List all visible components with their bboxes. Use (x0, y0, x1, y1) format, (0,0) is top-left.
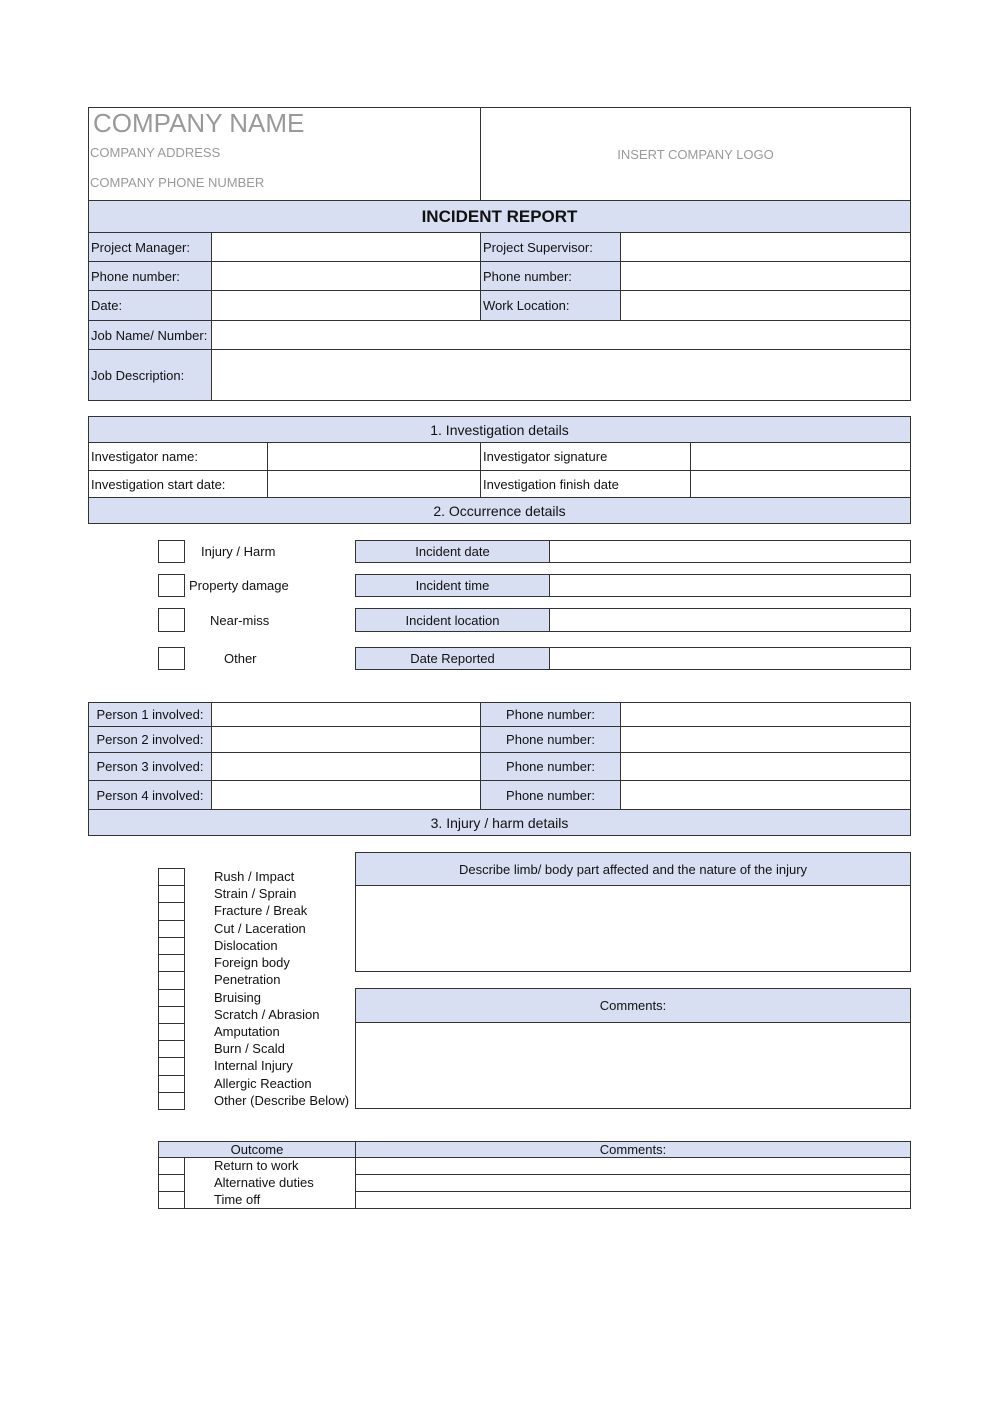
finish-date-label: Investigation finish date (480, 470, 691, 498)
injury-type-checkbox[interactable] (158, 937, 185, 956)
injury-type-label: Burn / Scald (214, 1041, 285, 1057)
occurrence-type-label: Near-miss (210, 613, 270, 628)
logo-box (480, 107, 911, 201)
work-location-field[interactable] (620, 290, 911, 321)
injury-type-checkbox[interactable] (158, 1023, 185, 1042)
logo-placeholder: INSERT COMPANY LOGO (617, 146, 774, 162)
job-name-field[interactable] (211, 320, 911, 350)
injury-type-checkbox[interactable] (158, 989, 185, 1008)
manager-phone-field[interactable] (211, 261, 481, 291)
start-date-label: Investigation start date: (88, 470, 268, 498)
other-checkbox[interactable] (158, 647, 185, 670)
work-location-label: Work Location: (480, 290, 621, 321)
person-phone-field[interactable] (620, 780, 911, 810)
outcome-label: Time off (214, 1192, 261, 1207)
injury-type-label: Fracture / Break (214, 903, 308, 919)
injury-type-checkbox[interactable] (158, 1040, 185, 1059)
person-phone-label: Phone number: (480, 780, 621, 810)
outcome-comments-header: Comments: (355, 1141, 911, 1158)
property-damage-checkbox[interactable] (158, 574, 185, 597)
project-supervisor-field[interactable] (620, 232, 911, 262)
injury-type-label: Scratch / Abrasion (214, 1006, 320, 1022)
injury-type-label: Penetration (214, 972, 281, 988)
person-phone-label: Phone number: (480, 752, 621, 781)
date-field[interactable] (211, 290, 481, 321)
incident-location-field[interactable] (549, 608, 911, 632)
person-phone-field[interactable] (620, 702, 911, 727)
injury-type-checkbox[interactable] (158, 954, 185, 973)
injury-type-checkbox[interactable] (158, 1092, 185, 1111)
injury-type-label: Foreign body (214, 955, 290, 971)
person-name-field[interactable] (211, 780, 481, 810)
outcome-label: Return to work (214, 1158, 299, 1173)
date-label: Date: (88, 290, 212, 321)
supervisor-phone-field[interactable] (620, 261, 911, 291)
start-date-field[interactable] (267, 470, 481, 498)
injury-type-label: Other (Describe Below) (214, 1092, 350, 1108)
incident-time-field[interactable] (549, 574, 911, 597)
investigator-signature-label: Investigator signature (480, 442, 691, 471)
injury-comments-field[interactable] (355, 1022, 911, 1109)
incident-time-label: Incident time (355, 574, 550, 597)
job-description-label: Job Description: (88, 349, 212, 401)
injury-type-label: Bruising (214, 989, 261, 1005)
injury-type-checkbox[interactable] (158, 1006, 185, 1025)
date-reported-label: Date Reported (355, 647, 550, 670)
project-supervisor-label: Project Supervisor: (480, 232, 621, 262)
describe-injury-label: Describe limb/ body part affected and the nature of the injury (355, 852, 911, 886)
finish-date-field[interactable] (690, 470, 911, 498)
job-name-label: Job Name/ Number: (88, 320, 212, 350)
occurrence-type-label: Injury / Harm (201, 544, 276, 559)
injury-type-checkbox[interactable] (158, 885, 185, 904)
incident-location-label: Incident location (355, 608, 550, 632)
outcome-comment-field[interactable] (355, 1174, 911, 1192)
injury-type-checkbox[interactable] (158, 902, 185, 921)
injury-type-checkbox[interactable] (158, 868, 185, 887)
page-title: INCIDENT REPORT (88, 200, 911, 233)
date-reported-field[interactable] (549, 647, 911, 670)
project-manager-field[interactable] (211, 232, 481, 262)
person-phone-label: Phone number: (480, 702, 621, 727)
injury-type-label: Cut / Laceration (214, 920, 306, 936)
near-miss-checkbox[interactable] (158, 608, 185, 632)
outcome-comment-field[interactable] (355, 1157, 911, 1175)
incident-date-label: Incident date (355, 540, 550, 563)
occurrence-type-label: Other (224, 651, 257, 666)
person-label: Person 2 involved: (88, 726, 212, 753)
injury-type-label: Rush / Impact (214, 869, 295, 884)
injury-header: 3. Injury / harm details (88, 809, 911, 836)
person-name-field[interactable] (211, 702, 481, 727)
injury-type-checkbox[interactable] (158, 920, 185, 939)
person-phone-field[interactable] (620, 726, 911, 753)
phone-label-2: Phone number: (480, 261, 621, 291)
person-label: Person 4 involved: (88, 780, 212, 810)
investigation-header: 1. Investigation details (88, 416, 911, 443)
injury-type-label: Amputation (214, 1023, 280, 1039)
injury-type-label: Dislocation (214, 937, 278, 953)
company-name: COMPANY NAME (93, 108, 305, 138)
phone-label-1: Phone number: (88, 261, 212, 291)
person-label: Person 1 involved: (88, 702, 212, 727)
outcome-comment-field[interactable] (355, 1191, 911, 1209)
person-name-field[interactable] (211, 726, 481, 753)
describe-injury-field[interactable] (355, 885, 911, 972)
injury-comments-label: Comments: (355, 988, 911, 1023)
injury-type-label: Allergic Reaction (214, 1075, 312, 1091)
incident-date-field[interactable] (549, 540, 911, 563)
injury-type-checkbox[interactable] (158, 1075, 185, 1094)
injury-harm-checkbox[interactable] (158, 540, 185, 563)
outcome-header: Outcome (158, 1141, 356, 1158)
project-manager-label: Project Manager: (88, 232, 212, 262)
job-description-field[interactable] (211, 349, 911, 401)
outcome-label: Alternative duties (214, 1175, 314, 1190)
injury-type-label: Strain / Sprain (214, 886, 297, 902)
investigator-name-label: Investigator name: (88, 442, 268, 471)
injury-type-checkbox[interactable] (158, 971, 185, 990)
company-address: COMPANY ADDRESS (90, 145, 221, 160)
occurrence-type-label: Property damage (189, 578, 289, 593)
injury-type-label: Internal Injury (214, 1058, 293, 1074)
occurrence-header: 2. Occurrence details (88, 497, 911, 524)
person-name-field[interactable] (211, 752, 481, 781)
injury-type-checkbox[interactable] (158, 1057, 185, 1076)
investigator-signature-field[interactable] (690, 442, 911, 471)
person-phone-label: Phone number: (480, 726, 621, 753)
person-phone-field[interactable] (620, 752, 911, 781)
investigator-name-field[interactable] (267, 442, 481, 471)
person-label: Person 3 involved: (88, 752, 212, 781)
company-phone: COMPANY PHONE NUMBER (90, 175, 265, 190)
